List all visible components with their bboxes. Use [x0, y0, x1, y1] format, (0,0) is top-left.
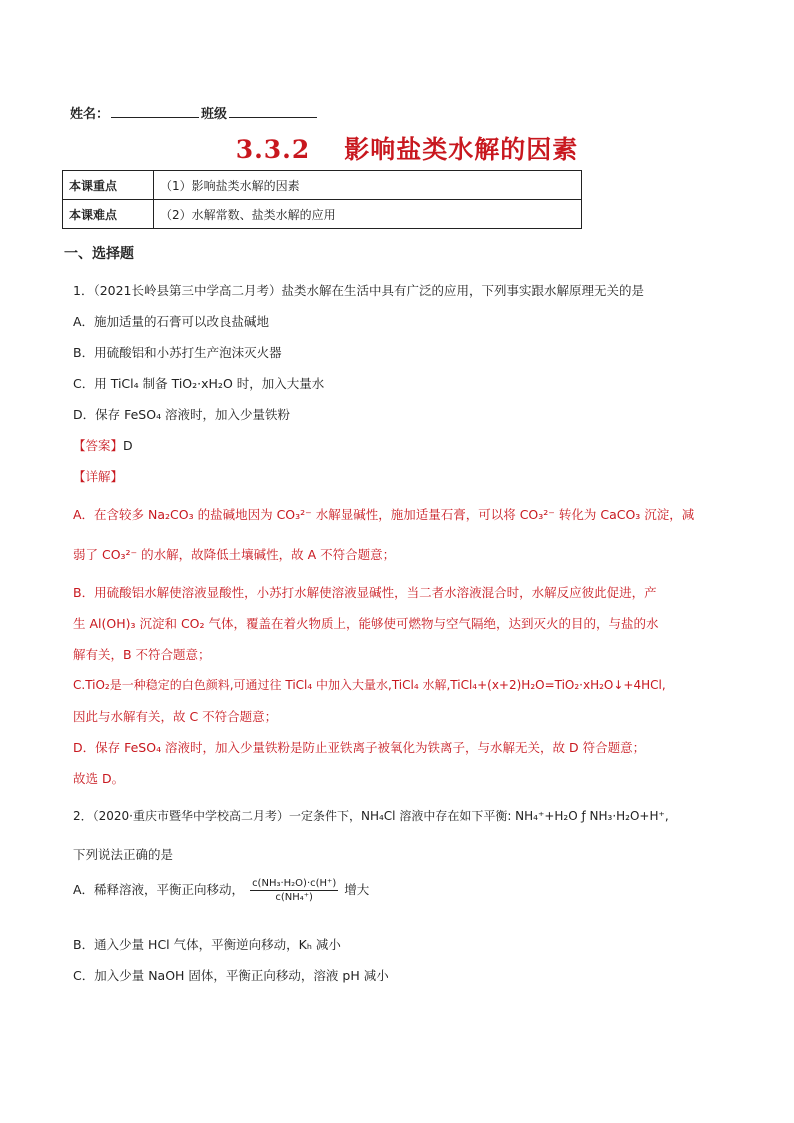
title-text: 影响盐类水解的因素	[344, 135, 579, 164]
section-number: 3.3.2	[235, 135, 311, 164]
detail-line: D．保存 FeSO₄ 溶液时，加入少量铁粉是防止亚铁离子被氧化为铁离子，与水解无关，故 D 符合题意；	[73, 740, 646, 755]
q2-option-b: B．通入少量 HCl 气体，平衡逆向移动，Kₕ 减小	[73, 937, 341, 952]
key-points-table	[62, 170, 582, 229]
detail-line: A．在含较多 Na₂CO₃ 的盐碱地因为 CO₃²⁻ 水解显碱性，施加适量石膏，可以将 CO₃²⁻ 转化为 CaCO₃ 沉淀，减	[73, 507, 695, 522]
key-value: （1）影响盐类水解的因素	[154, 171, 582, 200]
class-blank[interactable]	[229, 105, 317, 118]
student-info-line	[70, 103, 319, 122]
q2-option-a-text: A．稀释溶液，平衡正向移动，	[73, 882, 245, 897]
q1-option-d: D．保存 FeSO₄ 溶液时，加入少量铁粉	[73, 407, 291, 422]
name-label: 姓名：	[70, 107, 110, 122]
q2-stem-2: 下列说法正确的是	[73, 847, 174, 862]
difficulty-label: 本课难点	[63, 200, 154, 229]
detail-line: 因此与水解有关，故 C 不符合题意；	[73, 709, 278, 724]
difficulty-value: （2）水解常数、盐类水解的应用	[154, 200, 582, 229]
detail-line: 弱了 CO₃²⁻ 的水解，故降低土壤碱性，故 A 不符合题意；	[73, 547, 396, 562]
table-row	[63, 200, 582, 229]
q1-answer	[73, 436, 133, 454]
key-label: 本课重点	[63, 171, 154, 200]
section-heading: 一、选择题	[64, 246, 134, 262]
table-row	[63, 171, 582, 200]
detail-line: B．用硫酸铝水解使溶液显酸性，小苏打水解使溶液显碱性，当二者水溶液混合时，水解反应彼此促进，产	[73, 585, 657, 600]
answer-value: D	[123, 438, 133, 453]
q1-option-a: A．施加适量的石膏可以改良盐碱地	[73, 314, 270, 329]
class-label: 班级	[201, 107, 228, 122]
q2-option-a-suffix: 增大	[344, 882, 370, 897]
name-blank[interactable]	[111, 105, 199, 118]
q1-stem: 1．（2021长岭县第三中学高二月考）盐类水解在生活中具有广泛的应用，下列事实跟水解原理无关的是	[73, 283, 645, 298]
q2-option-c: C．加入少量 NaOH 固体，平衡正向移动，溶液 pH 减小	[73, 968, 389, 983]
detail-label: 【详解】	[73, 469, 124, 484]
q1-option-b: B．用硫酸铝和小苏打生产泡沫灭火器	[73, 345, 282, 360]
q1-option-c: C．用 TiCl₄ 制备 TiO₂·xH₂O 时，加入大量水	[73, 376, 325, 391]
fraction-numerator: c(NH₃·H₂O)·c(H⁺)	[252, 878, 337, 889]
detail-line: 故选 D。	[73, 771, 125, 786]
q2-option-a	[73, 878, 369, 903]
detail-line: C.TiO₂是一种稳定的白色颜料,可通过往 TiCl₄ 中加入大量水,TiCl₄ 水解,TiCl₄+(x+2)H₂O=TiO₂·xH₂O↓+4HCl,	[73, 678, 666, 692]
q2-stem: 2．（2020·重庆市暨华中学校高二月考）一定条件下，NH₄Cl 溶液中存在如下平衡: NH₄⁺+H₂O ƒ NH₃·H₂O+H⁺,	[73, 809, 669, 823]
answer-label: 【答案】	[73, 438, 124, 453]
detail-line: 生 Al(OH)₃ 沉淀和 CO₂ 气体，覆盖在着火物质上，能够使可燃物与空气隔绝，达到灭火的目的，与盐的水	[73, 616, 659, 631]
fraction-denominator: c(NH₄⁺)	[275, 892, 313, 903]
detail-line: 解有关，B 不符合题意；	[73, 647, 211, 662]
fraction	[250, 878, 338, 903]
page-title	[0, 130, 794, 166]
